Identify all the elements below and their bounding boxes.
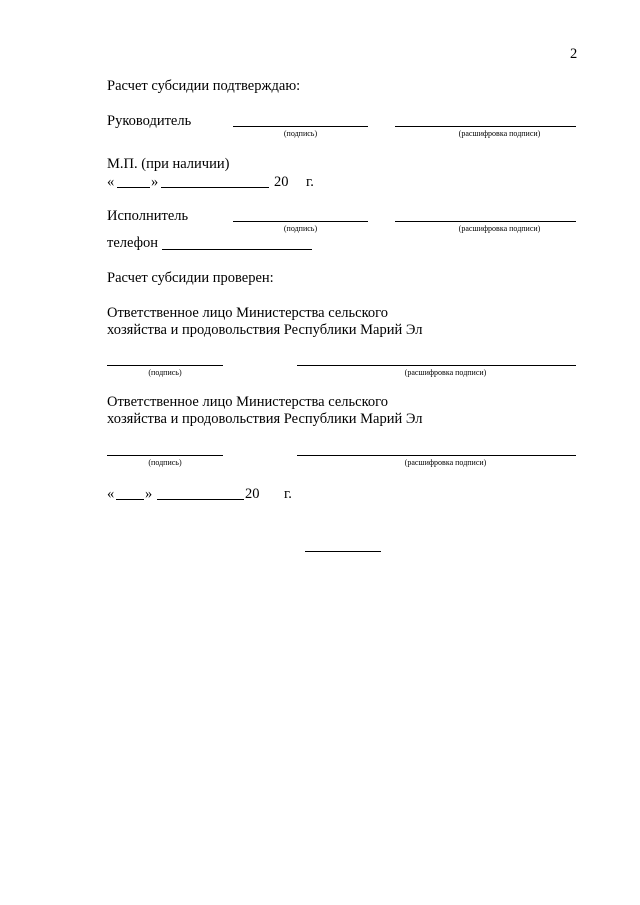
executor-phone-line[interactable] xyxy=(162,249,312,250)
responsible-1-decoding-caption: (расшифровка подписи) xyxy=(404,368,487,377)
responsible-1-line2: хозяйства и продовольствия Республики Марий Эл xyxy=(107,322,423,338)
stamp-close-quote: » xyxy=(151,174,159,190)
executor-decoding-caption: (расшифровка подписи) xyxy=(458,224,541,233)
director-decoding-caption: (расшифровка подписи) xyxy=(458,129,541,138)
final-date-open-quote: « xyxy=(107,486,115,502)
stamp-month-line[interactable] xyxy=(161,187,269,188)
stamp-day-line[interactable] xyxy=(117,187,150,188)
responsible-1-line1: Ответственное лицо Министерства сельского xyxy=(107,305,388,321)
stamp-year-prefix: 20 xyxy=(274,174,289,190)
final-date-year-prefix: 20 xyxy=(245,486,260,502)
stamp-label: М.П. (при наличии) xyxy=(107,156,230,172)
director-signature-caption: (подпись) xyxy=(283,129,318,138)
responsible-2-signature-caption: (подпись) xyxy=(148,458,182,467)
responsible-2-signature-line[interactable] xyxy=(107,455,223,456)
responsible-2-line2: хозяйства и продовольствия Республики Марий Эл xyxy=(107,411,423,427)
final-date-year-suffix: г. xyxy=(284,486,292,502)
confirm-heading: Расчет субсидии подтверждаю: xyxy=(107,78,301,94)
final-date-close-quote: » xyxy=(145,486,153,502)
executor-label: Исполнитель xyxy=(107,208,189,224)
director-decoding-line[interactable] xyxy=(395,126,576,127)
checked-heading: Расчет субсидии проверен: xyxy=(107,270,274,286)
stamp-year-suffix: г. xyxy=(306,174,314,190)
director-signature-line[interactable] xyxy=(233,126,368,127)
responsible-2-decoding-line[interactable] xyxy=(297,455,576,456)
responsible-1-decoding-line[interactable] xyxy=(297,365,576,366)
responsible-1-signature-caption: (подпись) xyxy=(148,368,182,377)
final-date-month-line[interactable] xyxy=(157,499,244,500)
executor-decoding-line[interactable] xyxy=(395,221,576,222)
closing-separator xyxy=(305,551,381,552)
stamp-open-quote: « xyxy=(107,174,115,190)
executor-signature-line[interactable] xyxy=(233,221,368,222)
page-number: 2 xyxy=(570,46,578,62)
responsible-2-decoding-caption: (расшифровка подписи) xyxy=(404,458,487,467)
director-label: Руководитель xyxy=(107,113,192,129)
executor-phone-label: телефон xyxy=(107,235,159,251)
executor-signature-caption: (подпись) xyxy=(283,224,318,233)
final-date-day-line[interactable] xyxy=(116,499,144,500)
responsible-1-signature-line[interactable] xyxy=(107,365,223,366)
responsible-2-line1: Ответственное лицо Министерства сельского xyxy=(107,394,388,410)
